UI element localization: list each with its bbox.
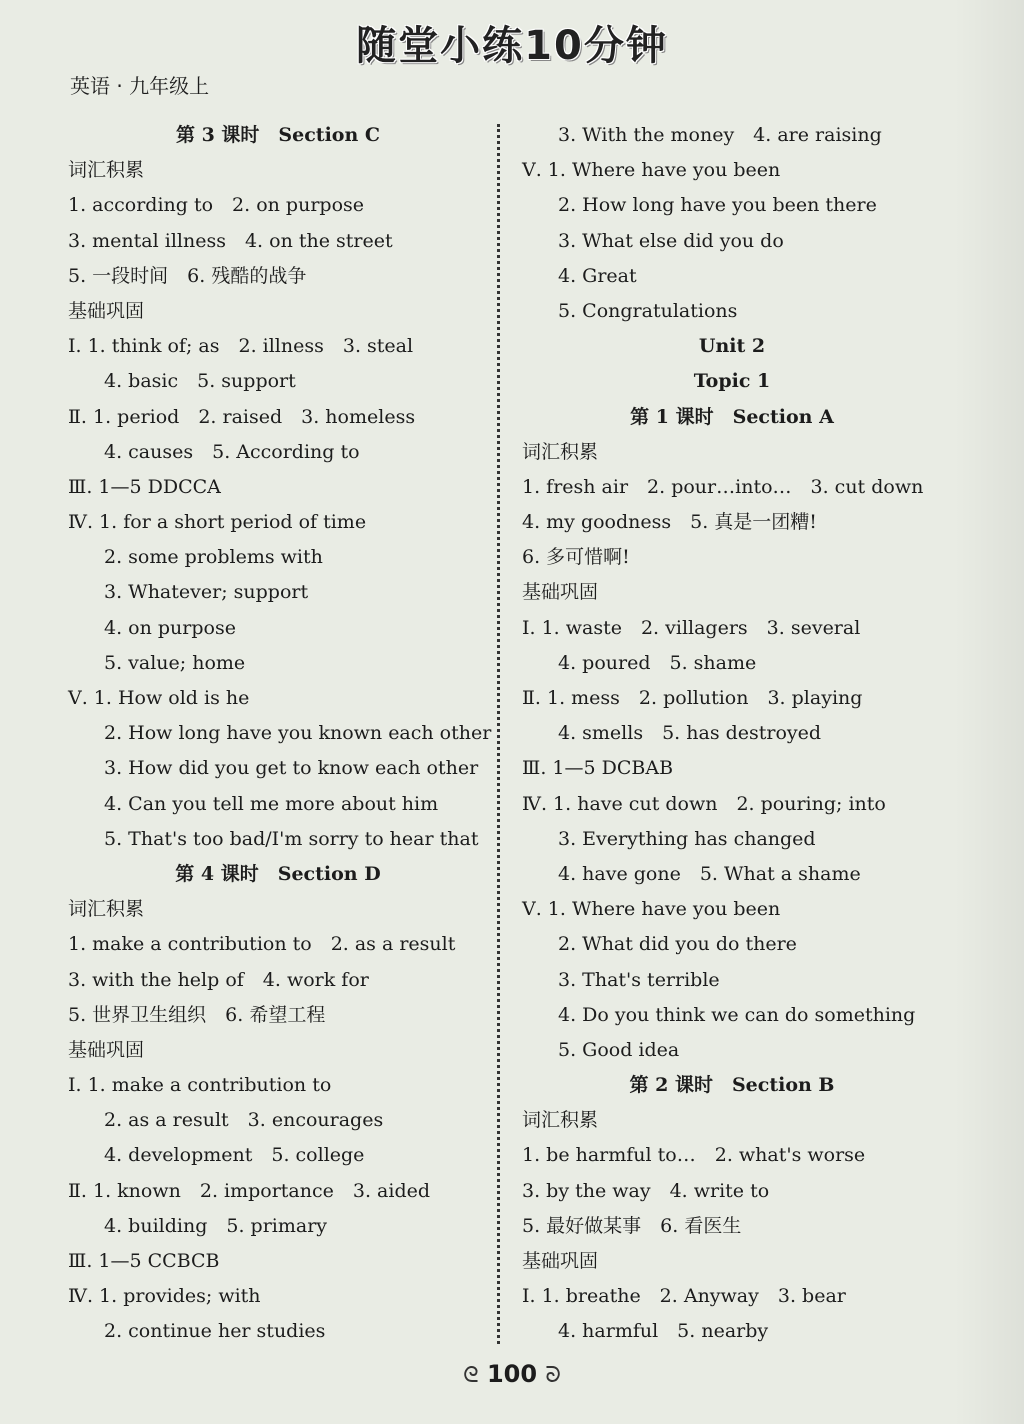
answer-line: 4. building 5. primary xyxy=(104,1214,328,1237)
answer-line: 3. mental illness 4. on the street xyxy=(68,229,393,252)
answer-line: 3. by the way 4. write to xyxy=(522,1179,770,1202)
answer-line: 3. with the help of 4. work for xyxy=(68,968,369,991)
answer-line: 5. value; home xyxy=(104,651,246,674)
answer-line: Ⅳ. 1. for a short period of time xyxy=(68,511,367,534)
page-number: 100 xyxy=(486,1360,538,1388)
answer-line: 1. make a contribution to 2. as a result xyxy=(68,933,456,956)
answer-line: 4. harmful 5. nearby xyxy=(558,1320,769,1343)
answer-line: 第 1 课时 Section A xyxy=(630,405,834,428)
answer-line: 4. smells 5. has destroyed xyxy=(558,722,822,745)
answer-line: 5. Good idea xyxy=(558,1038,680,1061)
answer-line: 3. Whatever; support xyxy=(104,581,309,604)
answer-line: 2. How long have you known each other xyxy=(104,722,492,745)
answer-line: 词汇积累 xyxy=(522,440,599,463)
answer-line: Ⅲ. 1—5 DDCCA xyxy=(68,475,221,498)
answer-line: 4. basic 5. support xyxy=(104,370,296,393)
answer-line: Ⅰ. 1. waste 2. villagers 3. several xyxy=(522,616,861,639)
answer-line: 词汇积累 xyxy=(68,898,145,921)
answer-line: Ⅲ. 1—5 CCBCB xyxy=(68,1250,220,1272)
right-column xyxy=(522,118,942,1350)
answer-line: 5. 最好做某事 6. 看医生 xyxy=(522,1214,742,1237)
answer-line: Ⅳ. 1. have cut down 2. pouring; into xyxy=(522,792,886,815)
answer-line: 4. my goodness 5. 真是一团糟! xyxy=(522,511,817,534)
binder-shade xyxy=(954,0,1024,1424)
answer-line: 2. How long have you been there xyxy=(558,194,877,217)
answer-line: Ⅱ. 1. period 2. raised 3. homeless xyxy=(68,405,416,428)
answer-line: Ⅴ. 1. How old is he xyxy=(68,687,250,709)
answer-line: 4. poured 5. shame xyxy=(558,651,757,674)
answer-line: 5. That's too bad/I'm sorry to hear that xyxy=(104,827,479,850)
answer-line: Ⅰ. 1. think of; as 2. illness 3. steal xyxy=(68,335,414,358)
answer-line: 4. Great xyxy=(558,264,637,287)
answer-line: 5. 世界卫生组织 6. 希望工程 xyxy=(68,1003,326,1026)
page-title: 随堂小练10分钟 xyxy=(356,23,668,69)
answer-line: 1. according to 2. on purpose xyxy=(68,194,365,217)
answer-line: Unit 2 xyxy=(698,335,766,358)
answer-line: 4. Can you tell me more about him xyxy=(104,792,439,815)
column-divider xyxy=(497,124,500,1344)
answer-line: Topic 1 xyxy=(693,370,771,393)
answer-line: 3. How did you get to know each other xyxy=(104,757,479,780)
answer-line: 2. What did you do there xyxy=(558,933,797,956)
footer-ornament-left-icon: ᘓ xyxy=(463,1363,479,1388)
answer-line: 第 4 课时 Section D xyxy=(175,862,381,885)
answer-line: 2. as a result 3. encourages xyxy=(104,1109,384,1132)
answer-line: 4. Do you think we can do something xyxy=(558,1003,916,1026)
answer-line: 3. What else did you do xyxy=(558,229,784,252)
answer-line: Ⅳ. 1. provides; with xyxy=(68,1285,261,1308)
answer-line: 第 3 课时 Section C xyxy=(175,124,381,146)
footer-ornament-right-icon: ᘐ xyxy=(545,1363,561,1388)
answer-line: 4. causes 5. According to xyxy=(104,440,360,463)
answer-line: 基础巩固 xyxy=(68,1038,145,1061)
answer-line: 基础巩固 xyxy=(522,1250,599,1272)
answer-line: 3. Everything has changed xyxy=(558,827,816,850)
page-footer xyxy=(0,1360,1024,1388)
answer-line: 词汇积累 xyxy=(522,1109,599,1132)
answer-line: 1. be harmful to… 2. what's worse xyxy=(522,1144,866,1167)
answer-line: 4. development 5. college xyxy=(104,1144,365,1167)
answer-line: 6. 多可惜啊! xyxy=(522,546,630,569)
answer-line: 4. have gone 5. What a shame xyxy=(558,862,861,885)
answer-line: Ⅲ. 1—5 DCBAB xyxy=(522,757,674,780)
answer-line: 3. With the money 4. are raising xyxy=(558,124,882,146)
answer-line: 第 2 课时 Section B xyxy=(629,1074,835,1097)
answer-line: Ⅱ. 1. known 2. importance 3. aided xyxy=(68,1179,431,1202)
answer-line: Ⅴ. 1. Where have you been xyxy=(522,898,781,921)
answer-line: 3. That's terrible xyxy=(558,968,720,991)
answer-line: 词汇积累 xyxy=(68,159,145,182)
answer-line: 基础巩固 xyxy=(522,581,599,604)
subject-label: 英语 · 九年级上 xyxy=(70,74,210,98)
left-column xyxy=(68,118,492,1350)
answer-line: 1. fresh air 2. pour…into… 3. cut down xyxy=(522,475,924,498)
answer-line: Ⅱ. 1. mess 2. pollution 3. playing xyxy=(522,687,863,709)
answer-line: 2. continue her studies xyxy=(104,1320,326,1343)
answer-line: 基础巩固 xyxy=(68,299,145,322)
answer-line: 4. on purpose xyxy=(104,616,236,639)
answer-line: Ⅴ. 1. Where have you been xyxy=(522,159,781,182)
answer-line: Ⅰ. 1. breathe 2. Anyway 3. bear xyxy=(522,1285,846,1308)
answer-line: 2. some problems with xyxy=(104,546,323,569)
answer-line: 5. 一段时间 6. 残酷的战争 xyxy=(68,264,307,287)
answer-line: 5. Congratulations xyxy=(558,299,738,322)
answer-line: Ⅰ. 1. make a contribution to xyxy=(68,1074,332,1097)
